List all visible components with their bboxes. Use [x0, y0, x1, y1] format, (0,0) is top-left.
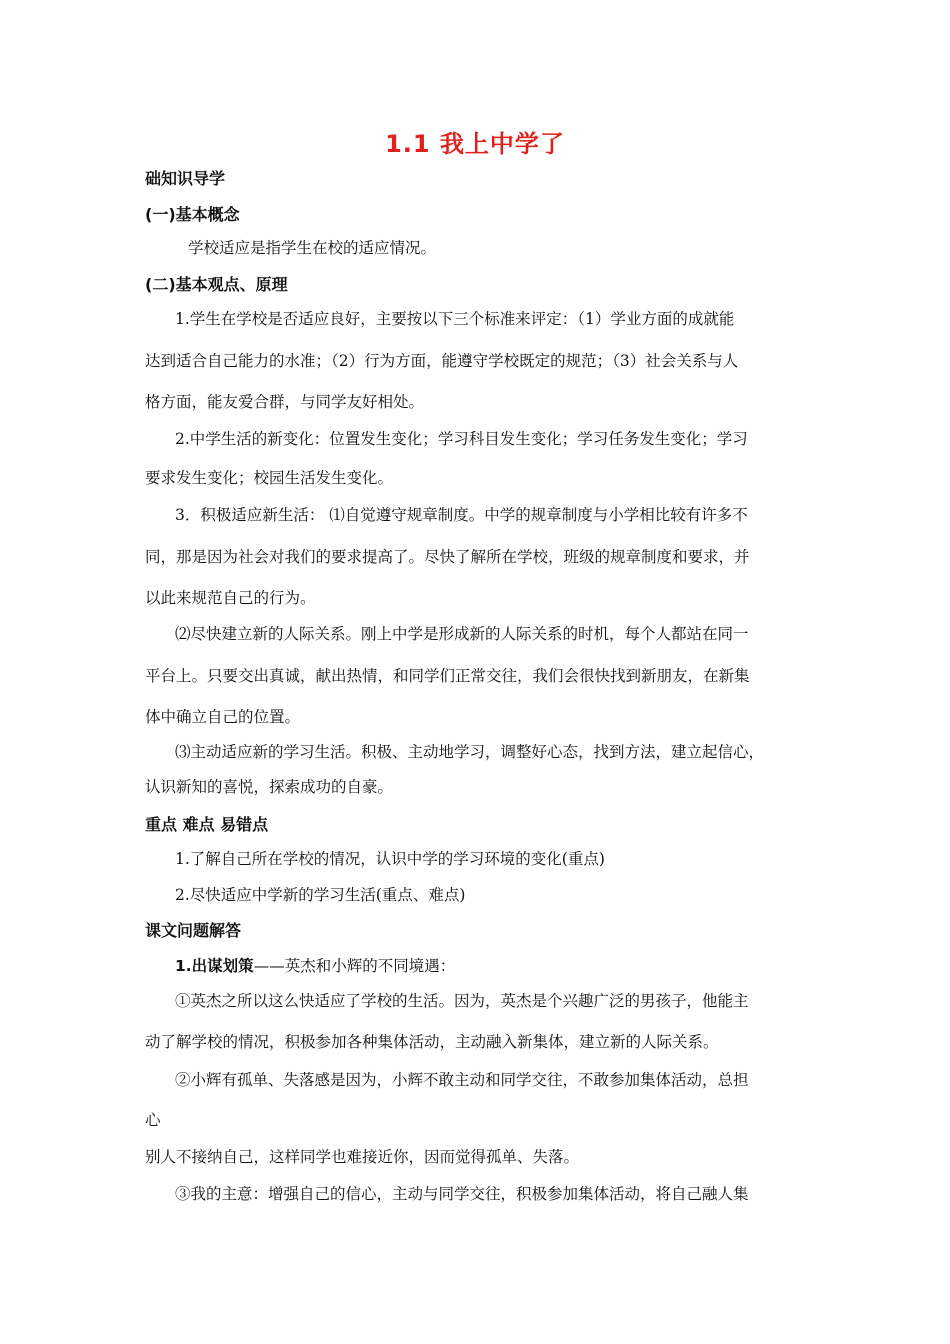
- section-heading-answers: 课文问题解答: [145, 921, 242, 940]
- principle-5-line-1: ⑶主动适应新的学习生活。积极、主动地学习，调整好心态，找到方法，建立起信心，: [175, 743, 765, 761]
- answer-1-line-1: ①英杰之所以这么快适应了学校的生活。因为，英杰是个兴趣广泛的男孩子，他能主: [175, 992, 749, 1010]
- principle-4-line-1: ⑵尽快建立新的人际关系。刚上中学是形成新的人际关系的时机，每个人都站在同一: [175, 625, 749, 643]
- principle-1-line-2: 达到适合自己能力的水准；（2）行为方面，能遵守学校既定的规范；（3）社会关系与人: [145, 352, 739, 370]
- answer-3-line-1: ③我的主意：增强自己的信心，主动与同学交往，积极参加集体活动，将自己融人集: [175, 1185, 749, 1203]
- keypoint-2: 2.尽快适应中学新的学习生活(重点、难点): [175, 886, 466, 904]
- answer-1-line-2: 动了解学校的情况，积极参加各种集体活动，主动融入新集体，建立新的人际关系。: [145, 1033, 719, 1051]
- question-1: [175, 954, 455, 976]
- section-heading-keypoints: 重点 难点 易错点: [145, 815, 269, 834]
- principle-1-line-1: 1.学生在学校是否适应良好，主要按以下三个标准来评定：（1）学业方面的成就能: [175, 310, 735, 328]
- section-heading-intro: 础知识导学: [145, 169, 226, 188]
- principle-4-line-2: 平台上。只要交出真诚，献出热情，和同学们正常交往，我们会很快找到新朋友，在新集: [145, 667, 750, 685]
- principle-4-line-3: 体中确立自己的位置。: [145, 708, 301, 726]
- principle-3-line-2: 同，那是因为社会对我们的要求提高了。尽快了解所在学校，班级的规章制度和要求，并: [145, 548, 750, 566]
- answer-2-line-1: ②小辉有孤单、失落感是因为，小辉不敢主动和同学交往，不敢参加集体活动，总担: [175, 1071, 749, 1089]
- page-title: 1.1 我上中学了: [385, 130, 565, 158]
- answer-2-line-3: 别人不接纳自己，这样同学也难接近你，因而觉得孤单、失落。: [145, 1148, 580, 1166]
- section-heading-concepts: (一)基本概念: [145, 205, 240, 224]
- question-1-label: 1.出谋划策: [175, 957, 254, 975]
- principle-5-line-2: 认识新知的喜悦，探索成功的自豪。: [145, 778, 394, 796]
- principle-2-line-2: 要求发生变化；校园生活发生变化。: [145, 469, 394, 487]
- concept-paragraph: 学校适应是指学生在校的适应情况。: [188, 239, 437, 257]
- principle-3-line-1: 3．积极适应新生活： ⑴自觉遵守规章制度。中学的规章制度与小学相比较有许多不: [175, 506, 748, 524]
- principle-3-line-3: 以此来规范自己的行为。: [145, 589, 316, 607]
- principle-2-line-1: 2.中学生活的新变化：位置发生变化；学习科目发生变化；学习任务发生变化；学习: [175, 430, 748, 448]
- question-1-text: ——英杰和小辉的不同境遇：: [253, 957, 456, 975]
- keypoint-1: 1.了解自己所在学校的情况，认识中学的学习环境的变化(重点): [175, 850, 605, 868]
- answer-2-line-2: 心: [145, 1111, 161, 1129]
- section-heading-principles: (二)基本观点、原理: [145, 275, 288, 294]
- principle-1-line-3: 格方面，能友爱合群，与同学友好相处。: [145, 393, 425, 411]
